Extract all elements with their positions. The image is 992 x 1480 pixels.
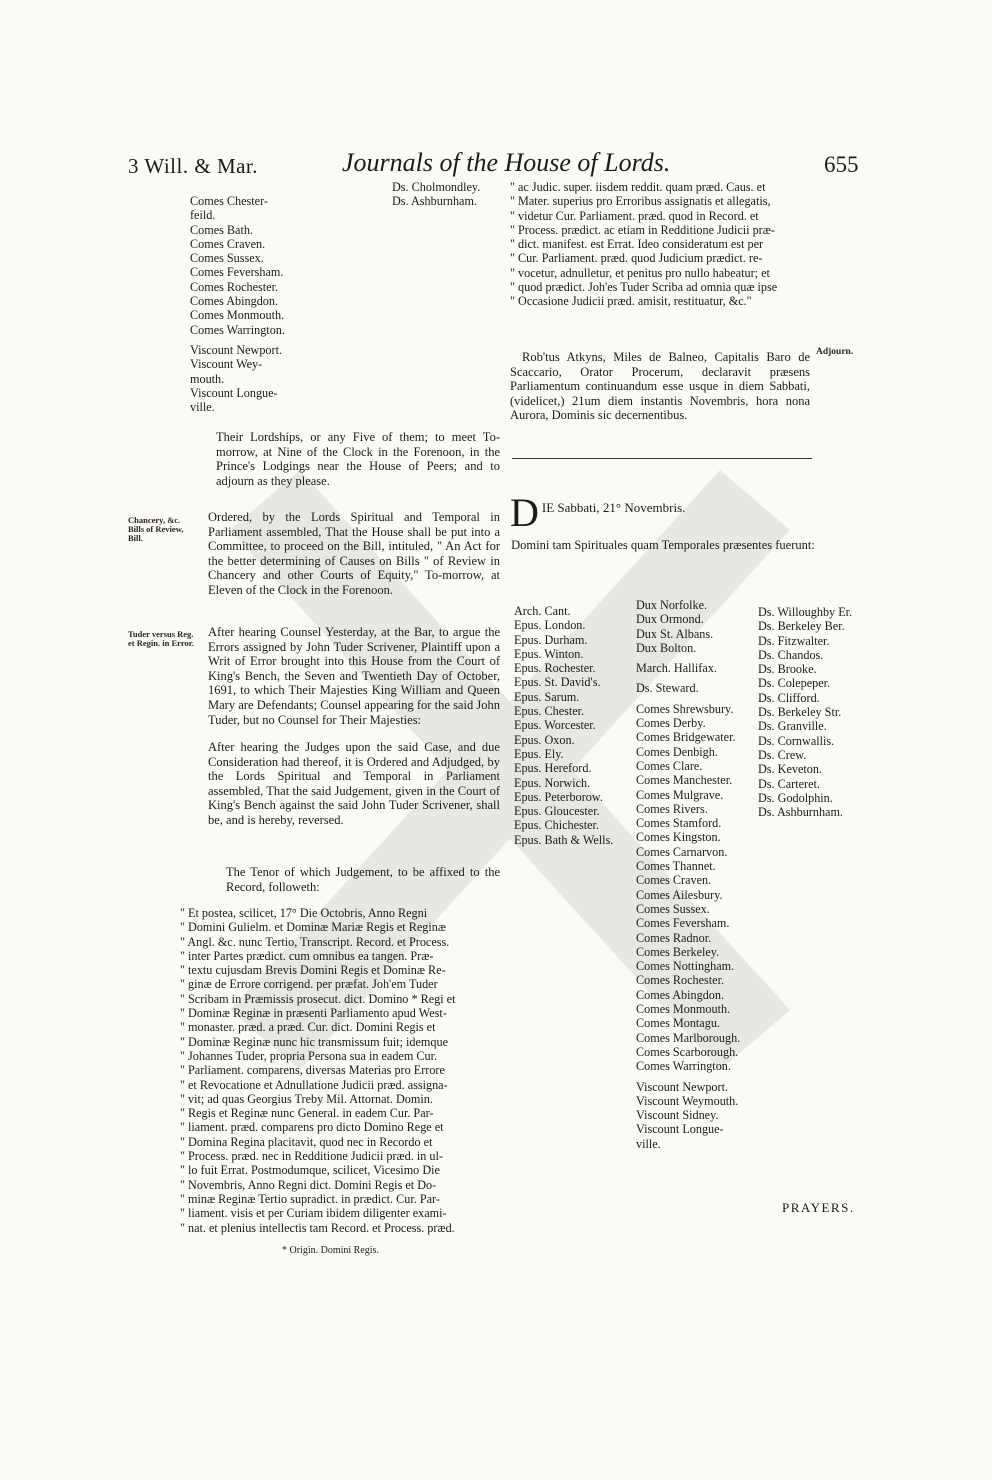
list-item: Epus. Ely. (514, 746, 564, 761)
list-item: Ds. Granville. (758, 719, 827, 734)
list-item: Comes Berkeley. (636, 944, 720, 959)
list-item: Viscount Weymouth. (636, 1093, 739, 1108)
list-item: Epus. Chester. (514, 704, 585, 719)
tuder-judges-paragraph: After hearing the Judges upon the said Case, and due Consideration had thereof, it is Ordered and Adjudged, by the Lords Spiritual and Temporal in Parliament assembled, That the said Judgement, given in the Court of King's Bench against the said John Tuder Scrivener, shall be, and is hereby, reversed. (208, 740, 500, 827)
committee-meeting-text: Their Lordships, or any Five of them; to meet To-morrow, at Nine of the Clock in the Forenoon, in the Prince's Lodgings near the House of Peers; and to adjourn as they please. (216, 430, 500, 488)
list-item: Viscount Longue- (190, 385, 278, 400)
list-item: Viscount Wey- (190, 357, 263, 372)
present-list-spiritual (514, 604, 613, 847)
list-item: Comes Bath. (190, 222, 253, 237)
quote-line: " videtur Cur. Parliament. præd. quod in Record. et (510, 208, 759, 223)
margin-note-chancery: Chancery, &c. Bills of Review, Bill. (128, 515, 184, 543)
prayers-heading: PRAYERS. (782, 1200, 855, 1215)
quote-line: " lo fuit Errat. Postmodumque, scilicet, Vicesimo Die (180, 1163, 440, 1178)
list-item: Comes Thannet. (636, 859, 716, 874)
quote-line: " Domina Regina placitavit, quod nec in Recordo et (180, 1134, 433, 1149)
list-item: Comes Shrewsbury. (636, 701, 734, 716)
quote-line: " dict. manifest. est Errat. Ideo consideratum est per (510, 237, 764, 252)
judgement-quote-right (510, 180, 830, 309)
list-item: Epus. London. (514, 618, 586, 633)
list-item: ville. (190, 400, 215, 415)
quote-line: " Johannes Tuder, propria Persona sua in eadem Cur. (180, 1048, 438, 1063)
list-item: Ds. Ashburnham. (392, 194, 477, 209)
list-item: Comes Derby. (636, 716, 706, 731)
quote-line: " Cur. Parliament. præd. quod Judicium prædict. re- (510, 251, 763, 266)
footnote: * Origin. Domini Regis. (282, 1245, 379, 1256)
list-item: Epus. Worcester. (514, 718, 596, 733)
list-item: Comes Abingdon. (636, 987, 725, 1002)
list-item: Comes Abingdon. (190, 294, 279, 309)
list-item: Epus. Durham. (514, 632, 588, 647)
list-item: Comes Bridgewater. (636, 730, 736, 745)
list-item: Dux Norfolke. (636, 598, 708, 612)
quote-line: " Mater. superius pro Erroribus assignatis et allegatis, (510, 194, 771, 209)
quote-line: " textu cujusdam Brevis Domini Regis et Dominæ Re- (180, 963, 446, 978)
list-item: Arch. Cant. (514, 604, 571, 618)
list-item: Viscount Longue- (636, 1122, 724, 1137)
present-list-temporal (636, 598, 740, 1151)
list-item: Dux Bolton. (636, 640, 697, 655)
list-item: Ds. Cholmondley. (392, 180, 481, 194)
margin-note-adjourn: Adjourn. (816, 347, 854, 357)
list-item: Epus. Peterborow. (514, 789, 603, 804)
list-item: Comes Montagu. (636, 1016, 720, 1031)
list-item: Epus. Sarum. (514, 689, 580, 704)
list-item: Comes Stamford. (636, 816, 722, 831)
tuder-counsel-paragraph: After hearing Counsel Yesterday, at the Bar, to argue the Errors assigned by John Tuder Scrivener, Plaintiff upon a Writ of Error brought into this House from the Court of King's Bench, the Seven and Twentieth Day of October, 1691, to which Their Majesties King William and Queen Mary are Defendants; Counsel appearing for the said John Tuder, but no Counsel for Their Majesties: (208, 625, 500, 727)
list-item: Comes Ailesbury. (636, 887, 723, 902)
list-item: Comes Warrington. (636, 1059, 731, 1074)
list-item: Ds. Ashburnham. (758, 805, 843, 820)
list-item: ville. (636, 1136, 661, 1151)
list-item: Comes Feversham. (190, 265, 284, 280)
session-date-text: IE Sabbati, 21° Novembris. (541, 500, 686, 515)
list-item: March. Hallifax. (636, 661, 717, 676)
list-item: Comes Craven. (636, 873, 712, 888)
present-heading: Domini tam Spirituales quam Temporales præsentes fuerunt: (511, 538, 815, 552)
quote-line: " liament. visis et per Curiam ibidem diligenter exami- (180, 1206, 447, 1221)
quote-line: " monaster. præd. a præd. Cur. dict. Domini Regis et (180, 1020, 436, 1035)
header-journal-title: Journals of the House of Lords. (342, 148, 671, 177)
quote-line: " Regis et Reginæ nunc General. in eadem Cur. Par- (180, 1106, 434, 1121)
list-item: Comes Mulgrave. (636, 787, 724, 802)
list-item: Ds. Cornwallis. (758, 733, 835, 748)
quote-line: " ac Judic. super. iisdem reddit. quam præd. Caus. et (510, 180, 766, 194)
drop-cap: D (510, 490, 539, 535)
list-item: Epus. St. David's. (514, 675, 601, 690)
list-item: Epus. Oxon. (514, 732, 575, 747)
quote-line: " Process. præd. nec in Redditione Judicii præd. in ul- (180, 1149, 443, 1164)
quote-line: " vit; ad quas Georgius Treby Mil. Attornat. Domin. (180, 1091, 433, 1106)
list-item: Viscount Newport. (190, 342, 283, 357)
list-item: Comes Radnor. (636, 930, 712, 945)
list-item: Ds. Carteret. (758, 776, 820, 791)
list-item: Comes Warrington. (190, 322, 285, 337)
list-item: Ds. Berkeley Ber. (758, 619, 845, 634)
list-item: Comes Clare. (636, 758, 703, 773)
list-item: Epus. Chichester. (514, 818, 599, 833)
list-item: Comes Scarborough. (636, 1044, 739, 1059)
judgement-quote-left (180, 906, 504, 1235)
quote-line: " Angl. &c. nunc Tertio, Transcript. Record. et Process. (180, 934, 450, 949)
list-item: Comes Manchester. (636, 773, 733, 788)
list-item: Ds. Steward. (636, 681, 699, 696)
list-item: Ds. Willoughby Er. (758, 605, 853, 619)
list-item: Comes Rochester. (190, 279, 279, 294)
quote-line: " Process. prædict. ac etiam in Redditione Judicii præ- (510, 222, 775, 237)
chancery-order-paragraph: Ordered, by the Lords Spiritual and Temporal in Parliament assembled, That the House shall be put into a Committee, to proceed on the Bill, intituled, " An Act for the better determining of Causes on Bills " of Review in Chancery and other Courts of Equity," To-morrow, at Eleven of the Clock in the Forenoon. (208, 510, 500, 597)
committee-comites-list (190, 194, 285, 414)
list-item: Comes Sussex. (190, 251, 264, 266)
quote-line: " minæ Reginæ Tertio supradict. in prædict. Cur. Par- (180, 1191, 440, 1206)
list-item: Ds. Crew. (758, 747, 807, 762)
list-item: Ds. Clifford. (758, 690, 820, 705)
list-item: Comes Monmouth. (636, 1002, 731, 1017)
margin-note-tuder: Tuder versus Reg. et Regin. in Error. (128, 629, 194, 648)
quote-line: " Dominæ Reginæ in præsenti Parliamento apud West- (180, 1006, 447, 1021)
quote-line: " Domini Gulielm. et Dominæ Mariæ Regis et Reginæ (180, 920, 446, 935)
list-item: Ds. Chandos. (758, 647, 824, 662)
list-item: Comes Sussex. (636, 901, 710, 916)
list-item: Epus. Bath & Wells. (514, 832, 614, 847)
list-item: mouth. (190, 371, 225, 386)
list-item: Viscount Sidney. (636, 1108, 719, 1123)
quote-line: " vocetur, adnulletur, et penitus pro nullo habeatur; et (510, 265, 770, 280)
list-item: Comes Feversham. (636, 916, 730, 931)
list-item: Epus. Norwich. (514, 775, 591, 790)
list-item: Comes Carnarvon. (636, 844, 728, 859)
quote-line: " Dominæ Reginæ nunc hic transmissum fuit; idemque (180, 1034, 449, 1049)
quote-line: " liament. præd. comparens pro dicto Domino Rege et (180, 1120, 444, 1135)
quote-line: " Novembris, Anno Regni dict. Domini Regis et Do- (180, 1177, 437, 1192)
quote-line: " Parliament. comparens, diversas Materias pro Errore (180, 1063, 445, 1078)
list-item: Comes Monmouth. (190, 308, 285, 323)
quote-line: " quod prædict. Joh'es Tuder Scriba ad omnia quæ ipse (510, 280, 778, 295)
quote-line: " nat. et plenius intellectis tam Record. et Process. præd. (180, 1220, 455, 1235)
quote-line: " Scribam in Præmissis prosecut. dict. Domino * Regi et (180, 991, 456, 1006)
list-item: Dux St. Albans. (636, 626, 714, 641)
list-item: Epus. Rochester. (514, 661, 596, 676)
header-page-number: 655 (824, 152, 859, 177)
list-item: Ds. Colepeper. (758, 676, 831, 691)
quote-line: " et Revocatione et Adnullatione Judicii præd. assigna- (180, 1077, 448, 1092)
list-item: Comes Chester- (190, 194, 268, 208)
list-item: Comes Rochester. (636, 973, 725, 988)
list-item: Comes Marlborough. (636, 1030, 741, 1045)
committee-barons-list (392, 180, 480, 209)
list-item: Ds. Keveton. (758, 762, 822, 777)
list-item: Comes Rivers. (636, 801, 708, 816)
page-header (0, 148, 992, 188)
list-item: Viscount Newport. (636, 1079, 729, 1094)
list-item: Epus. Winton. (514, 646, 584, 661)
adjournment-paragraph: Rob'tus Atkyns, Miles de Balneo, Capitalis Baro de Scaccario, Orator Procerum, declaravit præsens Parliamentum continuandum esse usque in diem Sabbati, (videlicet,) 21um diem instantis Novembris, hora nona Aurora, Dominis sic decernentibus. (510, 350, 810, 423)
tenor-paragraph: The Tenor of which Judgement, to be affixed to the Record, followeth: (226, 865, 500, 894)
list-item: Comes Kingston. (636, 830, 721, 845)
list-item: Dux Ormond. (636, 612, 704, 627)
list-item: Comes Denbigh. (636, 744, 718, 759)
list-item: Ds. Brooke. (758, 662, 817, 677)
session-date (510, 490, 830, 535)
quote-line: " Et postea, scilicet, 17° Die Octobris, Anno Regni (180, 906, 428, 920)
list-item: Ds. Fitzwalter. (758, 633, 830, 648)
list-item: Ds. Godolphin. (758, 790, 833, 805)
header-regnal-year: 3 Will. & Mar. (128, 154, 259, 178)
quote-line: " Occasione Judicii præd. amisit, restituatur, &c." (510, 294, 752, 309)
present-list-barons (758, 605, 852, 819)
list-item: Comes Craven. (190, 236, 266, 251)
list-item: feild. (190, 208, 216, 223)
quote-line: " inter Partes prædict. cum omnibus ea tangen. Præ- (180, 948, 434, 963)
list-item: Epus. Gloucester. (514, 804, 600, 819)
list-item: Epus. Hereford. (514, 761, 592, 776)
list-item: Comes Nottingham. (636, 959, 735, 974)
quote-line: " ginæ de Errore corrigend. per præfat. Joh'em Tuder (180, 977, 438, 992)
list-item: Ds. Berkeley Str. (758, 705, 842, 720)
section-divider (512, 458, 812, 459)
